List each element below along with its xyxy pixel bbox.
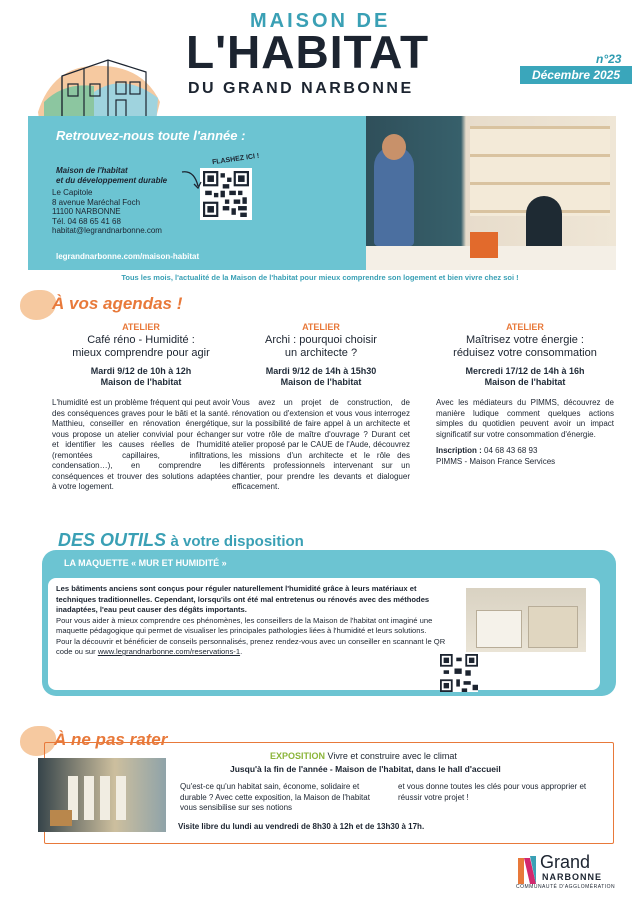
outils-paragraph: Pour la découvrir et bénéficier de conseils personnalisés, prenez rendez-vous avec un conseiller en scannant le QR code ou sur www.legrandnarbonne.com/reservations-1. — [56, 636, 446, 656]
exposition-text-col-2: et vous donne toutes les clés pour vous approprier et réussir votre projet ! — [398, 782, 587, 802]
event-description: Avec les médiateurs du PIMMS, découvrez de manière ludique comment quelques actions simples du quotidien peuvent avoir un impact significatif sur votre consommation d'énergie. — [436, 398, 614, 439]
outils-paragraph: Les bâtiments anciens sont conçus pour réguler naturellement l'humidité grâce à leurs matériaux et techniques traditionnelles. Cependant, lorsqu'ils ont été mal entretenus ou rénovés avec des méthodes inadaptées, l'eau peut causer des dégâts importants. — [56, 584, 430, 614]
issue-date: Décembre 2025 — [520, 66, 632, 84]
exposition-photo — [38, 758, 166, 832]
address-line: 8 avenue Maréchal Foch — [52, 197, 141, 207]
event-title-line: Maîtrisez votre énergie : — [466, 334, 584, 346]
flash-label: FLASHEZ ICI ! — [211, 152, 260, 167]
outils-subtitle: LA MAQUETTE « MUR ET HUMIDITÉ » — [64, 558, 227, 568]
section-blob — [20, 290, 56, 320]
inscription-org: PIMMS - Maison France Services — [436, 456, 556, 466]
logo-text-communaute: COMMUNAUTÉ D'AGGLOMÉRATION — [516, 884, 616, 890]
n-logo-icon — [516, 854, 538, 886]
event-place: Maison de l'habitat — [280, 377, 362, 387]
phone-number: Tél. 04 68 65 41 68 — [52, 216, 121, 226]
event-title-line: Café réno - Humidité : — [87, 334, 195, 346]
event-description: Vous avez un projet de construction, de rénovation ou d'extension et vous vous interrogez sur la possibilité de faire appel à un architecte et sur votre rôle de maître d'ouvrage ? Durant cet atelier proposé par le CAUE de l'Aude, découvrez les missions d'un architecte et le rôle des différents professionnels intervenant sur un chantier, pour prendre les devants et dialoguer efficacement. — [232, 398, 410, 491]
event-title-line: mieux comprendre pour agir — [72, 347, 210, 359]
title-line-3: DU GRAND NARBONNE — [188, 80, 414, 97]
exposition-name: Vivre et construire avec le climat — [327, 751, 457, 761]
event-title-line: un architecte ? — [284, 347, 358, 359]
email-address[interactable]: habitat@legrandnarbonne.com — [52, 226, 162, 235]
event-category: ATELIER — [506, 322, 544, 332]
exposition-heading — [270, 751, 457, 761]
banner-title: Retrouvez-nous toute l'année : — [56, 128, 246, 143]
event-category: ATELIER — [122, 322, 160, 332]
event-when — [436, 366, 614, 388]
event-1 — [52, 322, 230, 493]
event-title-line: réduisez votre consommation — [453, 347, 597, 359]
event-3 — [436, 322, 614, 467]
title-line-1: MAISON DE — [250, 10, 391, 32]
reservation-link[interactable]: www.legrandnarbonne.com/reservations-1 — [97, 647, 241, 656]
event-date: Mercredi 17/12 de 14h à 16h — [465, 366, 585, 376]
banner-url[interactable]: legrandnarbonne.com/maison-habitat — [56, 252, 200, 261]
title-line-2: L'HABITAT — [186, 26, 430, 78]
arrow-icon — [180, 168, 204, 194]
outils-title-rest: à votre disposition — [170, 533, 304, 550]
agendas-title: À vos agendas ! — [52, 294, 183, 313]
maquette-photo — [466, 588, 586, 652]
event-place: Maison de l'habitat — [100, 377, 182, 387]
event-title-line: Archi : pourquoi choisir — [265, 334, 377, 346]
exposition-text-col-1: Qu'est-ce qu'un habitat sain, économe, solidaire et durable ? Avec cette exposition, la Maison de l'habitat vous sensibilise sur ses notions — [180, 782, 370, 812]
exposition-label: EXPOSITION — [270, 751, 326, 761]
outils-paragraph: Pour vous aider à mieux comprendre ces phénomènes, les conseillers de la Maison de l'habitat ont imaginé une maquette pédagogique qui permet de visualiser les principales pathologies liées à l'humidité et leurs solutions. — [56, 615, 433, 635]
qr-code-icon[interactable] — [200, 168, 252, 220]
qr-code-icon[interactable] — [440, 654, 478, 692]
event-title — [52, 334, 230, 360]
event-title — [436, 334, 614, 360]
event-title — [232, 334, 410, 360]
intro-text: Tous les mois, l'actualité de la Maison de l'habitat pour mieux comprendre son logement et bien vivre chez soi ! — [121, 273, 519, 282]
event-when — [52, 366, 230, 388]
inscription-label: Inscription : — [436, 446, 482, 455]
address-line: 11100 NARBONNE — [52, 207, 121, 216]
outils-text — [56, 584, 446, 658]
org-line-2: et du développement durable — [56, 176, 168, 185]
outils-title-bold: DES OUTILS — [58, 530, 167, 550]
event-category: ATELIER — [302, 322, 340, 332]
advisors-photo — [366, 116, 616, 270]
event-date: Mardi 9/12 de 10h à 12h — [90, 366, 192, 376]
banner-org — [56, 166, 167, 186]
event-inscription — [436, 446, 614, 467]
outils-p3: Pour la découvrir et bénéficier de conseils personnalisés, prenez rendez-vous avec un conseiller en scannant le QR code ou sur — [56, 636, 446, 656]
outils-title — [58, 530, 304, 551]
logo-text-grand: Grand — [540, 852, 591, 872]
visit-hours: Visite libre du lundi au vendredi de 8h30 à 12h et de 13h30 à 17h. — [178, 822, 425, 831]
banner-address — [52, 188, 162, 236]
exposition-subtitle: Jusqu'à la fin de l'année - Maison de l'habitat, dans le hall d'accueil — [230, 764, 501, 774]
org-line-1: Maison de l'habitat — [56, 166, 128, 175]
address-line: Le Capitole — [52, 188, 93, 197]
rater-title: À ne pas rater — [54, 730, 168, 749]
event-2 — [232, 322, 410, 493]
logo-text-narbonne: NARBONNE — [542, 872, 603, 882]
event-date: Mardi 9/12 de 14h à 15h30 — [265, 366, 377, 376]
inscription-phone: 04 68 43 68 93 — [484, 446, 538, 455]
house-sketch-logo — [34, 42, 164, 126]
event-place: Maison de l'habitat — [484, 377, 566, 387]
event-when — [232, 366, 410, 388]
issue-number: n°23 — [596, 52, 622, 66]
event-description: L'humidité est un problème fréquent qui peut avoir des conséquences graves pour le bâti et la santé. Matthieu, conseiller en rénovation énergétique, vous propose un atelier convivial pour échanger et identifier les causes réelles de l'humidité (remontées capillaires, infiltrations, condensation…), en comprendre les conséquences et trouver des solutions adaptées à votre logement. — [52, 398, 230, 491]
